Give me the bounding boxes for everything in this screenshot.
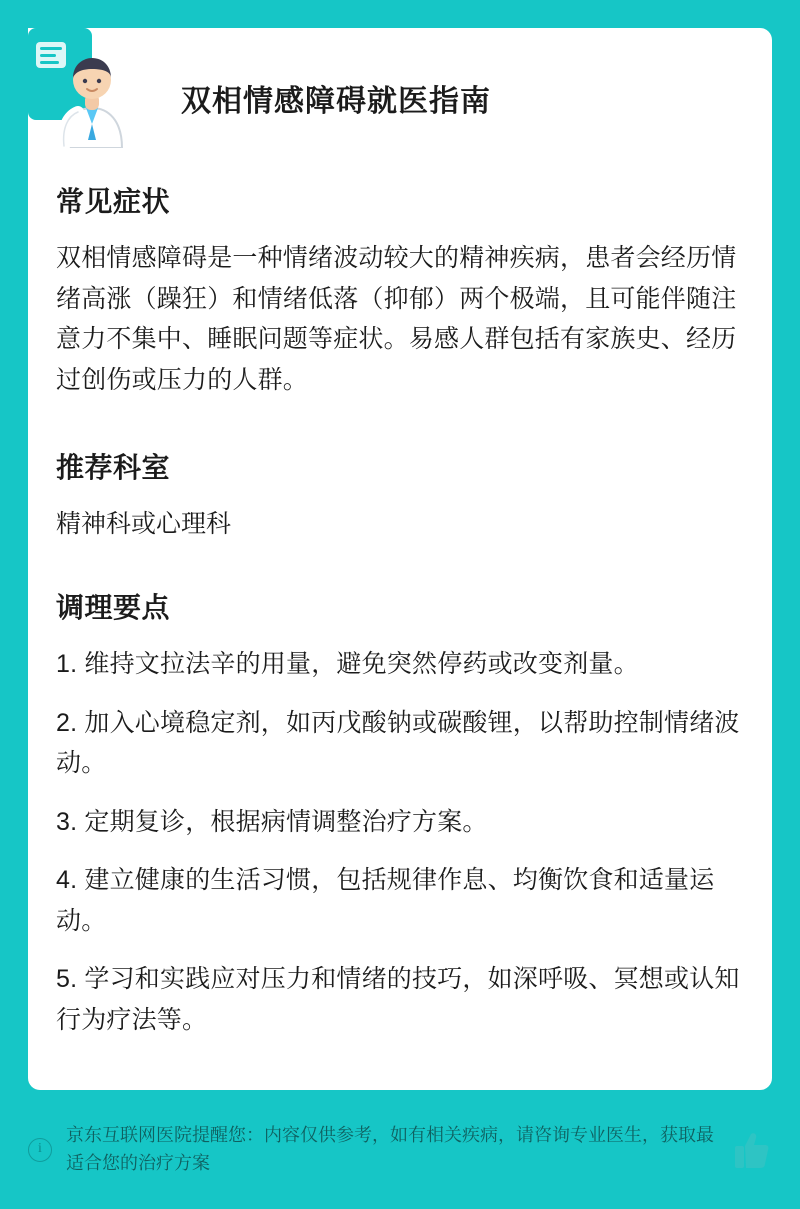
recommended-department: 精神科或心理科 <box>56 510 232 538</box>
doctor-avatar-icon <box>28 28 148 148</box>
section-heading-department: 推荐科室 <box>56 452 171 483</box>
care-point-4: 4. 建立健康的生活习惯，包括规律作息、均衡饮食和适量运动。 <box>56 866 715 935</box>
footer-disclaimer: 京东互联网医院提醒您：内容仅供参考，如有相关疾病，请咨询专业医生，获取最适合您的治疗方案 <box>66 1125 714 1173</box>
care-point-1: 1. 维持文拉法辛的用量，避免突然停药或改变剂量。 <box>56 650 639 678</box>
info-icon: i <box>28 1138 52 1162</box>
care-point-3: 3. 定期复诊，根据病情调整治疗方案。 <box>56 807 488 836</box>
section-heading-care-points: 调理要点 <box>56 592 171 623</box>
symptoms-paragraph: 双相情感障碍是一种情绪波动较大的精神疾病，患者会经历情绪高涨（躁狂）和情绪低落（抑郁）两个极端，且可能伴随注意力不集中、睡眠问题等症状。易感人群包括有家族史、经历过创伤或压力的人群。 <box>56 244 737 394</box>
footer <box>28 1091 772 1209</box>
thumbs-up-icon[interactable] <box>732 1129 772 1171</box>
page-title: 双相情感障碍就医指南 <box>181 85 491 118</box>
section-heading-symptoms: 常见症状 <box>56 186 171 217</box>
care-point-2: 2. 加入心境稳定剂，如丙戊酸钠或碳酸锂，以帮助控制情绪波动。 <box>56 708 740 777</box>
care-point-5: 5. 学习和实践应对压力和情绪的技巧，如深呼吸、冥想或认知行为疗法等。 <box>56 965 740 1034</box>
guide-card <box>28 28 772 1090</box>
